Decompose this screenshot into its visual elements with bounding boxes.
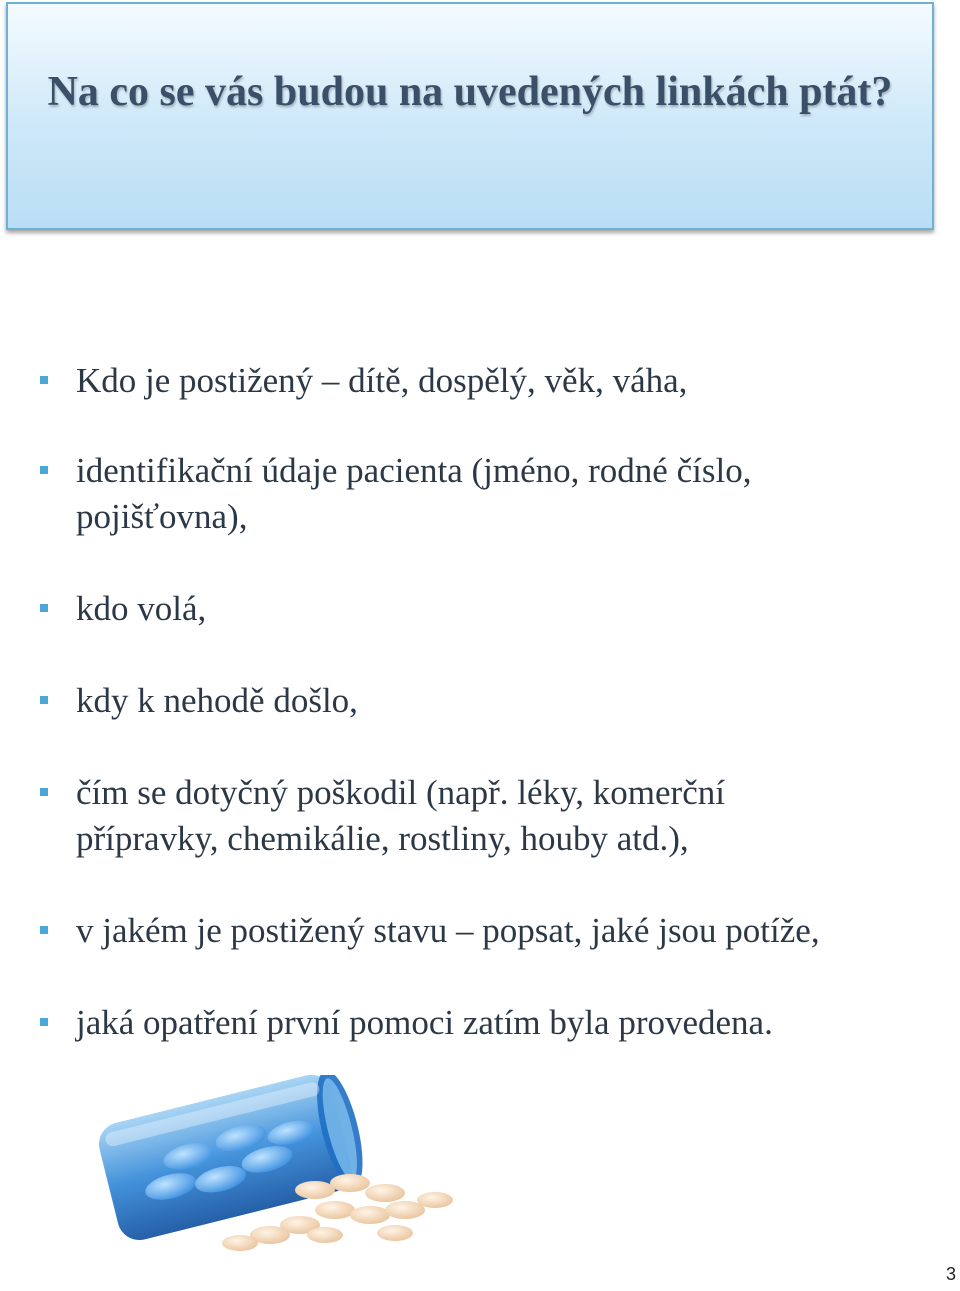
square-bullet-icon [40, 604, 48, 612]
bullet-text-line: Kdo je postižený – dítě, dospělý, věk, váha, [76, 361, 688, 400]
square-bullet-icon [40, 926, 48, 934]
square-bullet-icon [40, 696, 48, 704]
bullet-text-line: v jakém je postižený stavu – popsat, jaké jsou potíže, [76, 911, 820, 950]
bullet-text-line: pojišťovna), [76, 497, 248, 536]
slide-title: Na co se vás budou na uvedených linkách ptát? [47, 69, 893, 115]
pill-bottle-image [95, 1075, 475, 1255]
square-bullet-icon [40, 466, 48, 474]
square-bullet-icon [40, 376, 48, 384]
bullet-text-line: identifikační údaje pacienta (jméno, rodné číslo, [76, 451, 752, 490]
bullet-text-line: kdo volá, [76, 589, 207, 628]
bullet-text-line: přípravky, chemikálie, rostliny, houby atd.), [76, 819, 689, 858]
square-bullet-icon [40, 788, 48, 796]
bullet-text-line: kdy k nehodě došlo, [76, 681, 358, 720]
page-number: 3 [945, 1264, 956, 1284]
bullet-text-line: jaká opatření první pomoci zatím byla provedena. [76, 1003, 773, 1042]
bullet-text-line: čím se dotyčný poškodil (např. léky, komerční [76, 773, 725, 812]
title-banner [6, 2, 934, 230]
square-bullet-icon [40, 1018, 48, 1026]
